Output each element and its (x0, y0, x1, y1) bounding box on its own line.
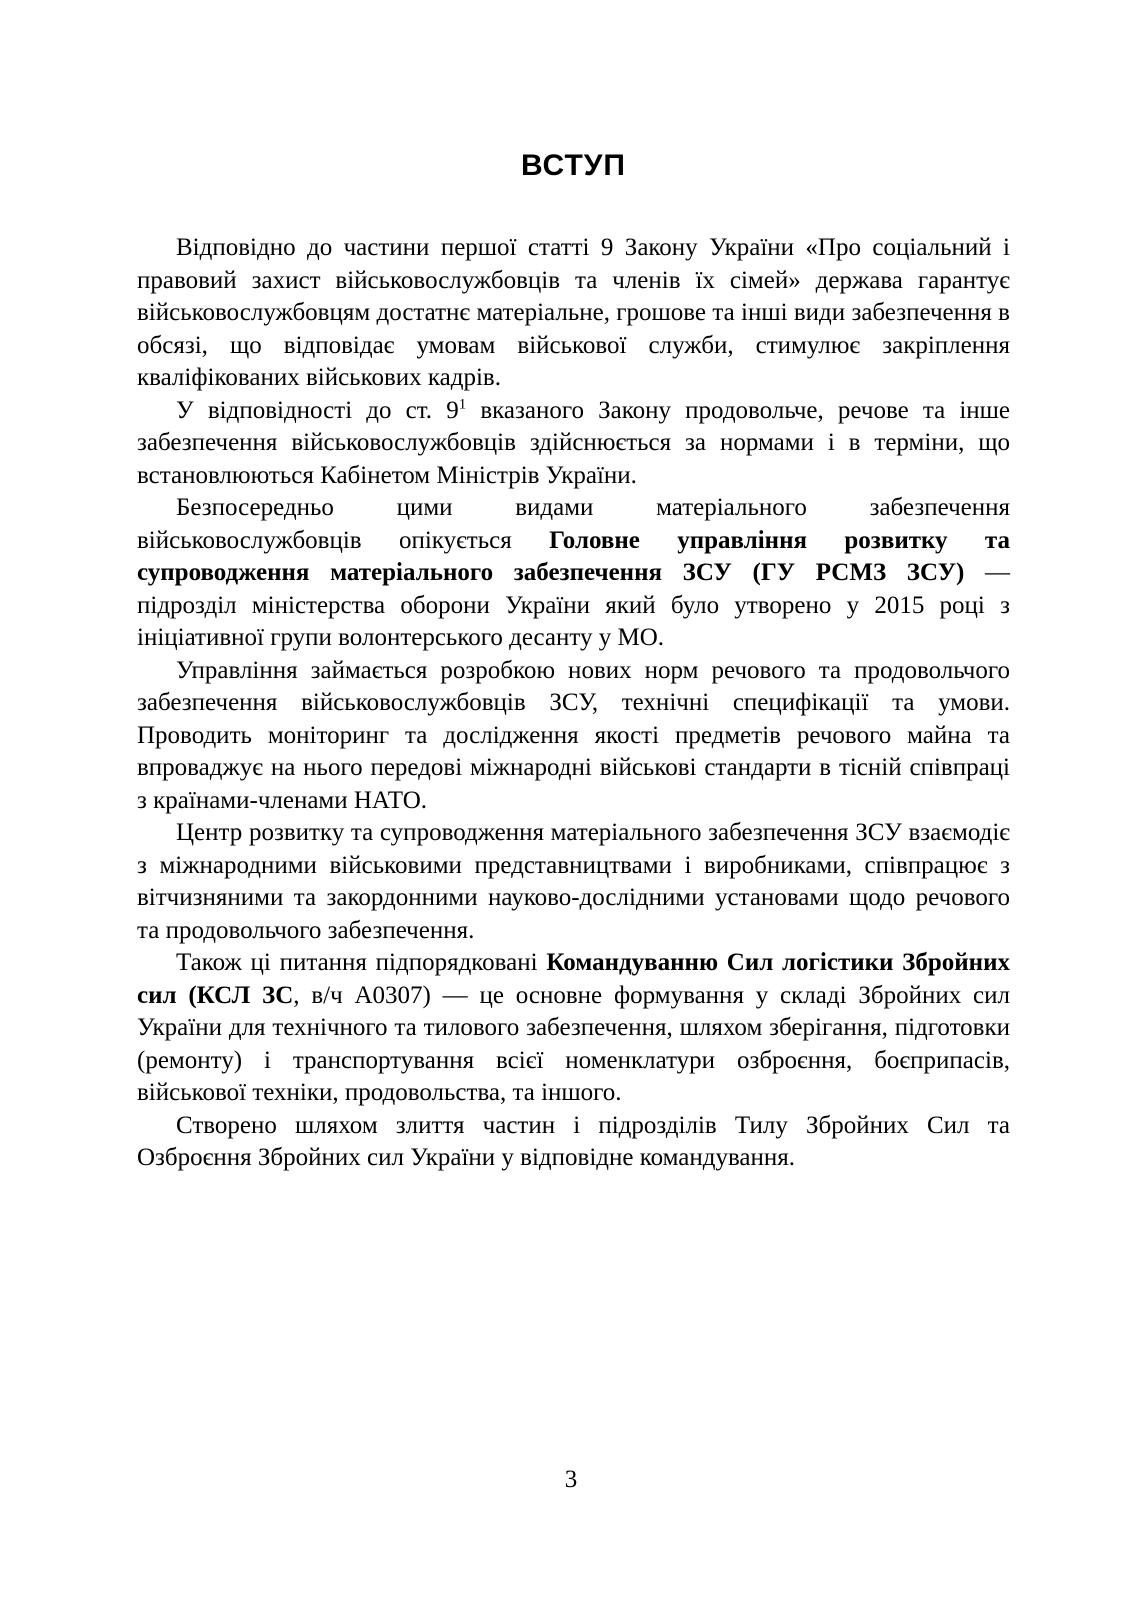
paragraph-text: Також ці питання підпорядковані (176, 949, 547, 976)
paragraph-text: Безпосередньо цими видами матеріального забезпечення військовослужбовців опікується (137, 494, 1010, 554)
paragraph (137, 817, 1010, 947)
paragraph (137, 947, 1010, 1110)
footnote-superscript: 1 (458, 396, 467, 413)
paragraph-text: вказаного Закону продовольче, речове та інше забезпечення військовослужбовців здійснюється за нормами і в терміни, що встановлюються Кабінетом Міністрів України. (137, 396, 1010, 489)
paragraph-text: Відповідно до частини першої статті 9 Закону України «Про соціальний і правовий захист військовослужбовців та членів їх сімей» держава гарантує військовослужбовцям достатнє матеріальне, грошове та інші види забезпечення в обсязі, що відповідає умовам військової служби, стимулює закріплення кваліфікованих військових кадрів. (137, 234, 1010, 391)
document-body (137, 232, 1010, 1175)
paragraph (137, 492, 1010, 655)
bold-organization-name: Головне управління розвитку та супроводження матеріального забезпечення ЗСУ (ГУ РСМЗ ЗСУ) (137, 526, 1011, 586)
paragraph-text: , в/ч А0307) — це основне формування у складі Збройних сил України для технічного та тилового забезпечення, шляхом зберігання, підготовки (ремонту) і транспортування всієї номенклатури озброєння, боєприпасів, військової техніки, продовольства, та іншого. (137, 981, 1010, 1106)
paragraph (137, 232, 1010, 395)
paragraph (137, 395, 1010, 493)
paragraph-text: Центр розвитку та супроводження матеріального забезпечення ЗСУ взаємодіє з міжнародними військовими представництвами і виробниками, співпрацює з вітчизняними та закордонними науково-дослідними установами щодо речового та продовольчого забезпечення. (137, 819, 1010, 944)
bold-organization-name: Командуванню Сил логістики Збройних сил (КСЛ ЗС (137, 949, 1010, 1009)
page-title: ВСТУП (521, 149, 626, 182)
paragraph-text: Управління займається розробкою нових норм речового та продовольчого забезпечення військовослужбовців ЗСУ, технічні специфікації та умови. Проводить моніторинг та дослідження якості предметів речового майна та впроваджує на нього передові міжнародні військові стандарти в тісній співпраці з країнами-членами НАТО. (137, 656, 1010, 814)
paragraph-text: Створено шляхом злиття частин і підрозділів Тилу Збройних Сил та Озброєння Збройних сил України у відповідне командування. (137, 1111, 1010, 1171)
page-number: 3 (564, 1466, 578, 1493)
paragraph-text: — підрозділ міністерства оборони України який було утворено у 2015 році з ініціативної групи волонтерського десанту у МО. (137, 559, 1011, 651)
paragraph-text: У відповідності до ст. 9 (176, 396, 459, 424)
paragraph (137, 1110, 1010, 1175)
paragraph (137, 655, 1010, 818)
